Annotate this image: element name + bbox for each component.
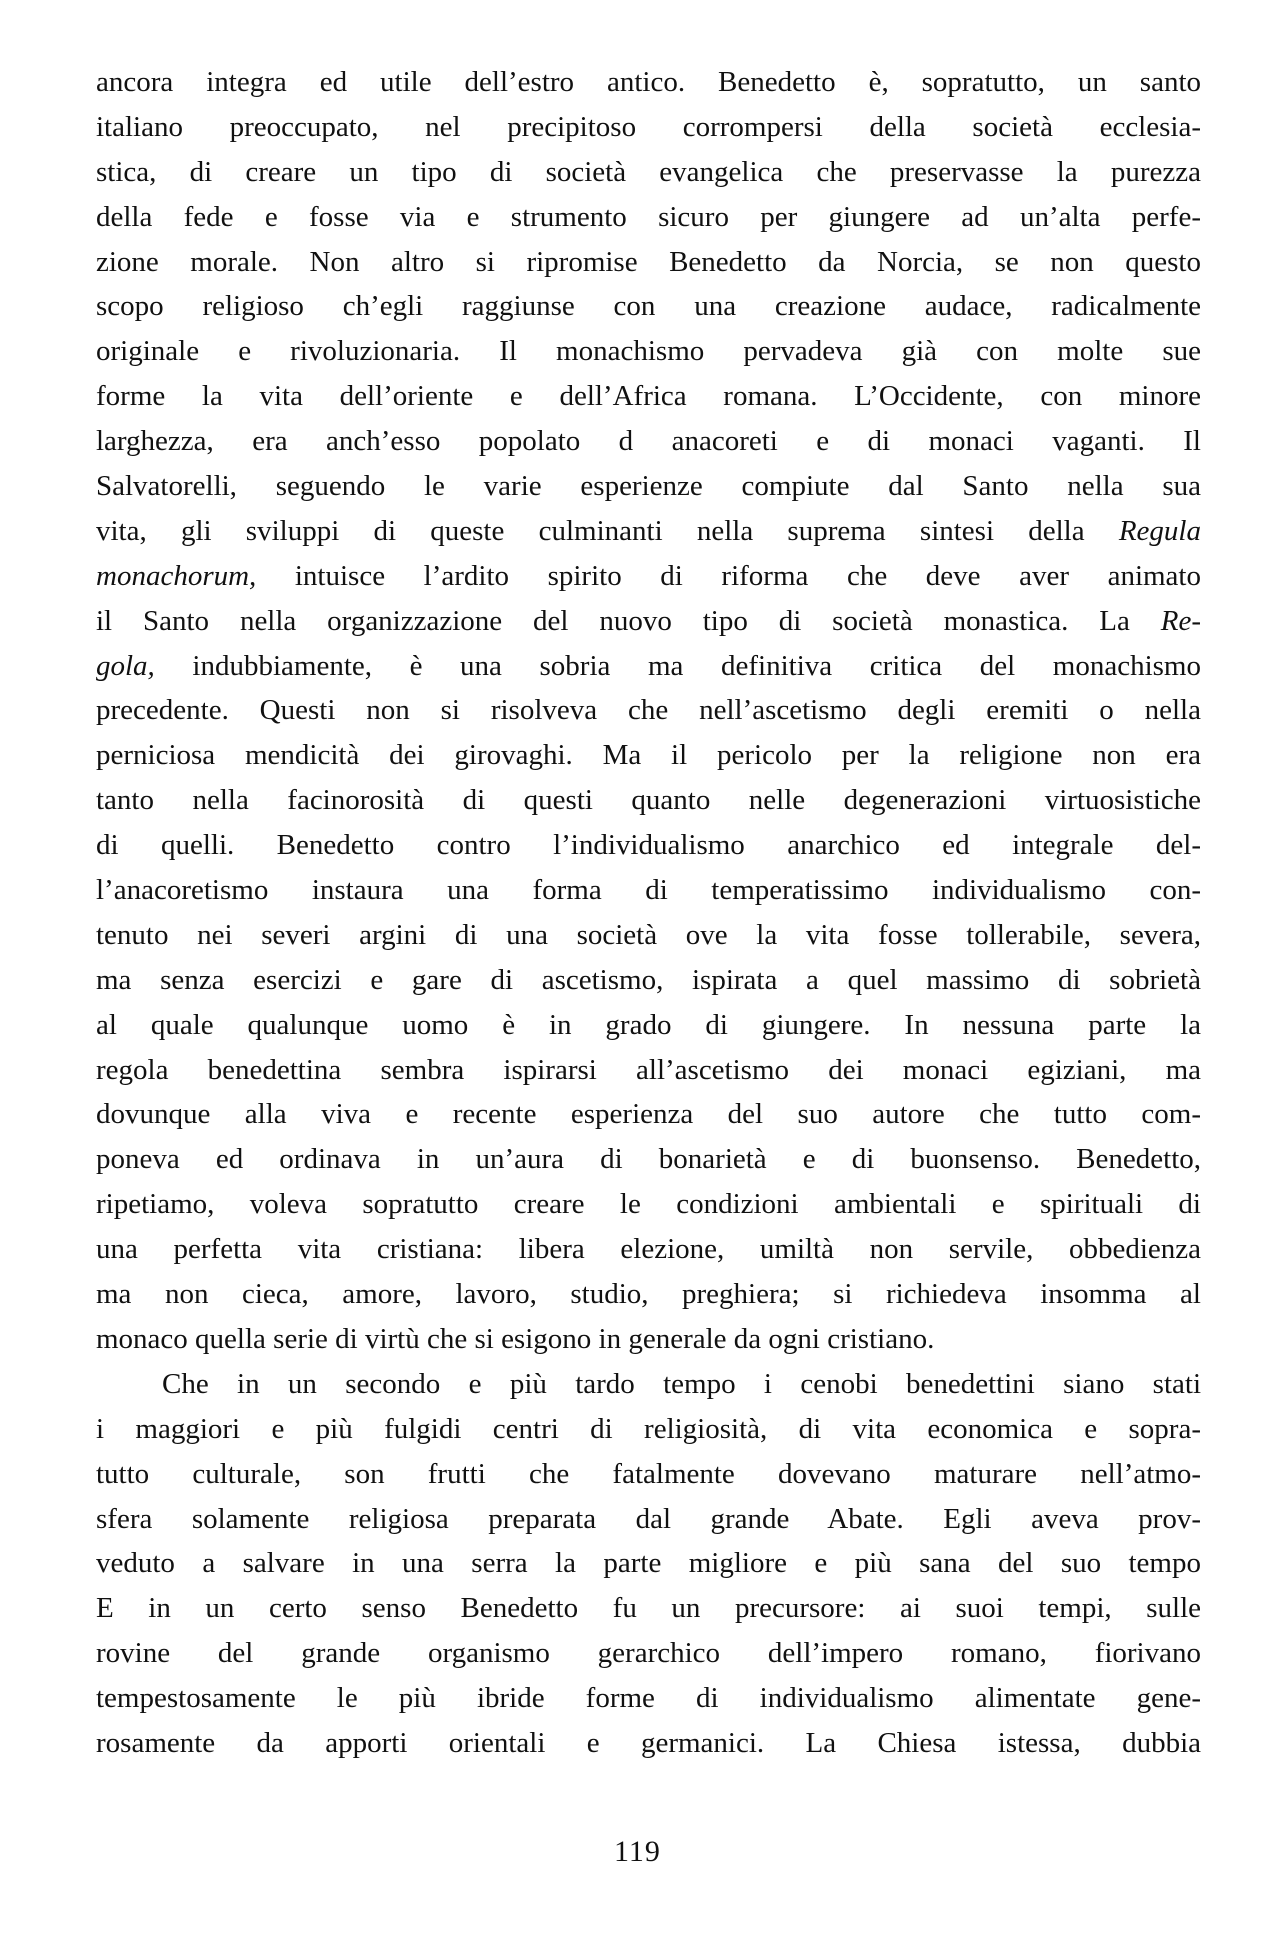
text-line: originale e rivoluzionaria. Il monachismo pervadeva già con molte sue: [96, 335, 1201, 368]
italic-title-regula: Regula: [1118, 514, 1201, 547]
text-line: tanto nella facinorosità di questi quanto nelle degenerazioni virtuosistiche: [96, 784, 1201, 817]
text-line: veduto a salvare in una serra la parte migliore e più sana del suo tempo: [96, 1547, 1201, 1580]
text-line: E in un certo senso Benedetto fu un precursore: ai suoi tempi, sulle: [96, 1592, 1201, 1625]
page-number: 119: [614, 1835, 661, 1868]
text-line: precedente. Questi non si risolveva che nell’ascetismo degli eremiti o nella: [96, 694, 1201, 727]
text-line: ma non cieca, amore, lavoro, studio, preghiera; si richiedeva insomma al: [96, 1278, 1201, 1311]
text-line: monaco quella serie di virtù che si esigono in generale da ogni cristiano.: [96, 1322, 935, 1355]
text-line: di quelli. Benedetto contro l’individualismo anarchico ed integrale del-: [96, 829, 1201, 862]
text-line: una perfetta vita cristiana: libera elezione, umiltà non servile, obbedienza: [96, 1233, 1201, 1266]
italic-title-monachorum: monachorum,: [96, 559, 257, 592]
text-line: ripetiamo, voleva sopratutto creare le condizioni ambientali e spirituali di: [96, 1188, 1201, 1221]
text-line: sfera solamente religiosa preparata dal grande Abate. Egli aveva prov-: [96, 1502, 1201, 1535]
italic-title-regola-end: gola,: [96, 649, 155, 682]
text-line: l’anacoretismo instaura una forma di temperatissimo individualismo con-: [96, 874, 1201, 907]
text-line: al quale qualunque uomo è in grado di giungere. In nessuna parte la: [96, 1008, 1201, 1041]
text-line: ma senza esercizi e gare di ascetismo, ispirata a quel massimo di sobrietà: [96, 963, 1201, 996]
paragraph-1: [96, 60, 1201, 1362]
text-line: larghezza, era anch’esso popolato d anacoreti e di monaci vaganti. Il: [96, 425, 1201, 458]
text-line: tutto culturale, son frutti che fatalmente dovevano maturare nell’atmo-: [96, 1457, 1201, 1490]
text-line: della fede e fosse via e strumento sicuro per giungere ad un’alta perfe-: [96, 200, 1201, 233]
text-line: i maggiori e più fulgidi centri di religiosità, di vita economica e sopra-: [96, 1412, 1201, 1445]
text-line: zione morale. Non altro si ripromise Benedetto da Norcia, se non questo: [96, 245, 1201, 278]
text-line: scopo religioso ch’egli raggiunse con una creazione audace, radicalmente: [96, 290, 1201, 323]
text-line: Che in un secondo e più tardo tempo i cenobi benedettini siano stati: [162, 1367, 1201, 1400]
text-line: perniciosa mendicità dei girovaghi. Ma il pericolo per la religione non era: [96, 739, 1201, 772]
text-line-with-italic: [96, 599, 1201, 644]
text-line: tenuto nei severi argini di una società ove la vita fosse tollerabile, severa,: [96, 918, 1201, 951]
paragraph-2: [96, 1362, 1201, 1766]
text-line-with-italic: [96, 554, 1201, 599]
text-line: regola benedettina sembra ispirarsi all’ascetismo dei monaci egiziani, ma: [96, 1053, 1201, 1086]
body-text: [96, 60, 1201, 1766]
text-line: poneva ed ordinava in un’aura di bonarietà e di buonsenso. Benedetto,: [96, 1143, 1201, 1176]
text-line: rovine del grande organismo gerarchico dell’impero romano, fiorivano: [96, 1637, 1201, 1670]
text-segment: il Santo nella organizzazione del nuovo tipo di società monastica. La: [96, 604, 1130, 637]
italic-title-regola-start: Re-: [1160, 604, 1202, 637]
text-segment: vita, gli sviluppi di queste culminanti nella suprema sintesi della: [96, 514, 1085, 547]
text-line-with-italic: [96, 644, 1201, 689]
text-line: italiano preoccupato, nel precipitoso corrompersi della società ecclesia-: [96, 110, 1201, 143]
text-line: forme la vita dell’oriente e dell’Africa romana. L’Occidente, con minore: [96, 380, 1201, 413]
text-line: Salvatorelli, seguendo le varie esperienze compiute dal Santo nella sua: [96, 470, 1201, 503]
text-line: tempestosamente le più ibride forme di individualismo alimentate gene-: [96, 1682, 1201, 1715]
text-segment: intuisce l’ardito spirito di riforma che deve aver animato: [294, 559, 1201, 592]
text-line: stica, di creare un tipo di società evangelica che preservasse la purezza: [96, 155, 1201, 188]
text-line: dovunque alla viva e recente esperienza del suo autore che tutto com-: [96, 1098, 1201, 1131]
text-line-with-italic: [96, 509, 1201, 554]
text-line: rosamente da apporti orientali e germanici. La Chiesa istessa, dubbia: [96, 1726, 1201, 1759]
text-segment: indubbiamente, è una sobria ma definitiva critica del monachismo: [192, 649, 1201, 682]
text-line: ancora integra ed utile dell’estro antico. Benedetto è, sopratutto, un santo: [96, 66, 1201, 98]
